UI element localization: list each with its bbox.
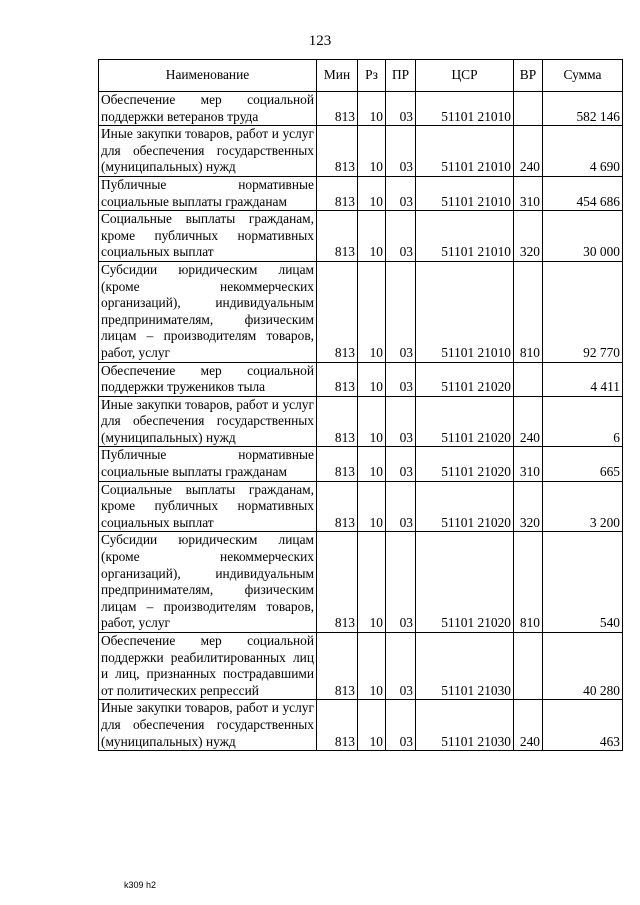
column-header-min: Мин [317,60,358,92]
cell-rz: 10 [358,700,386,751]
cell-name: Субсидии юридическим лицам (кроме некоммерческих организаций), индивидуальным предпринимателям, физическим лицам – производителям товаров, работ, услуг [99,261,317,362]
table-body [99,92,623,751]
table-row [99,633,623,700]
cell-min: 813 [317,396,358,447]
cell-sum: 4 411 [543,362,623,396]
cell-rz: 10 [358,396,386,447]
cell-pr: 03 [386,633,416,700]
budget-table [98,59,623,751]
cell-sum: 454 686 [543,176,623,210]
cell-sum: 540 [543,532,623,633]
cell-name: Иные закупки товаров, работ и услуг для обеспечения государственных (муниципальных) нужд [99,396,317,447]
table-row [99,532,623,633]
column-header-name: Наименование [99,60,317,92]
cell-rz: 10 [358,481,386,532]
cell-vr: 240 [514,126,543,177]
page-number: 123 [308,33,332,49]
cell-csr: 51101 21020 [416,447,514,481]
cell-pr: 03 [386,362,416,396]
cell-csr: 51101 21020 [416,362,514,396]
cell-rz: 10 [358,176,386,210]
cell-csr: 51101 21020 [416,532,514,633]
cell-name: Иные закупки товаров, работ и услуг для обеспечения государственных (муниципальных) нужд [99,126,317,177]
cell-pr: 03 [386,447,416,481]
cell-pr: 03 [386,92,416,126]
cell-name: Обеспечение мер социальной поддержки ветеранов труда [99,92,317,126]
cell-pr: 03 [386,261,416,362]
cell-vr: 240 [514,700,543,751]
cell-pr: 03 [386,126,416,177]
cell-rz: 10 [358,261,386,362]
cell-rz: 10 [358,633,386,700]
cell-sum: 582 146 [543,92,623,126]
cell-sum: 40 280 [543,633,623,700]
table-row [99,396,623,447]
cell-name: Социальные выплаты гражданам, кроме публичных нормативных социальных выплат [99,481,317,532]
cell-min: 813 [317,633,358,700]
cell-rz: 10 [358,532,386,633]
cell-csr: 51101 21010 [416,92,514,126]
cell-vr: 310 [514,447,543,481]
column-header-pr: ПР [386,60,416,92]
cell-vr: 320 [514,211,543,262]
cell-sum: 3 200 [543,481,623,532]
cell-pr: 03 [386,700,416,751]
cell-name: Публичные нормативные социальные выплаты гражданам [99,176,317,210]
cell-min: 813 [317,126,358,177]
cell-pr: 03 [386,396,416,447]
cell-name: Обеспечение мер социальной поддержки тружеников тыла [99,362,317,396]
cell-pr: 03 [386,532,416,633]
table-row [99,481,623,532]
table-row [99,126,623,177]
cell-sum: 30 000 [543,211,623,262]
cell-rz: 10 [358,362,386,396]
cell-csr: 51101 21010 [416,211,514,262]
cell-csr: 51101 21010 [416,126,514,177]
cell-pr: 03 [386,211,416,262]
table-header-row [99,60,623,92]
cell-name: Публичные нормативные социальные выплаты гражданам [99,447,317,481]
footer-code: k309 h2 [124,880,157,890]
cell-csr: 51101 21010 [416,176,514,210]
cell-rz: 10 [358,447,386,481]
cell-rz: 10 [358,126,386,177]
cell-vr [514,92,543,126]
cell-sum: 92 770 [543,261,623,362]
column-header-csr: ЦСР [416,60,514,92]
cell-csr: 51101 21030 [416,633,514,700]
column-header-rz: Рз [358,60,386,92]
cell-min: 813 [317,92,358,126]
table-row [99,447,623,481]
cell-csr: 51101 21020 [416,396,514,447]
table-row [99,92,623,126]
cell-min: 813 [317,532,358,633]
cell-vr: 310 [514,176,543,210]
cell-min: 813 [317,362,358,396]
cell-vr: 810 [514,261,543,362]
cell-csr: 51101 21030 [416,700,514,751]
column-header-sum: Сумма [543,60,623,92]
cell-name: Иные закупки товаров, работ и услуг для обеспечения государственных (муниципальных) нужд [99,700,317,751]
cell-vr: 320 [514,481,543,532]
cell-vr: 810 [514,532,543,633]
cell-vr: 240 [514,396,543,447]
cell-vr [514,362,543,396]
cell-rz: 10 [358,211,386,262]
table-row [99,211,623,262]
cell-name: Социальные выплаты гражданам, кроме публичных нормативных социальных выплат [99,211,317,262]
cell-sum: 6 [543,396,623,447]
cell-min: 813 [317,447,358,481]
cell-sum: 4 690 [543,126,623,177]
cell-min: 813 [317,481,358,532]
cell-min: 813 [317,261,358,362]
cell-csr: 51101 21010 [416,261,514,362]
cell-min: 813 [317,176,358,210]
cell-pr: 03 [386,481,416,532]
cell-vr [514,633,543,700]
table-row [99,261,623,362]
cell-sum: 463 [543,700,623,751]
cell-rz: 10 [358,92,386,126]
cell-min: 813 [317,700,358,751]
cell-csr: 51101 21020 [416,481,514,532]
table-row [99,700,623,751]
cell-name: Обеспечение мер социальной поддержки реабилитированных лиц и лиц, признанных пострадавшими от политических репрессий [99,633,317,700]
cell-sum: 665 [543,447,623,481]
column-header-vr: ВР [514,60,543,92]
table-row [99,362,623,396]
cell-name: Субсидии юридическим лицам (кроме некоммерческих организаций), индивидуальным предпринимателям, физическим лицам – производителям товаров, работ, услуг [99,532,317,633]
table-row [99,176,623,210]
cell-min: 813 [317,211,358,262]
cell-pr: 03 [386,176,416,210]
